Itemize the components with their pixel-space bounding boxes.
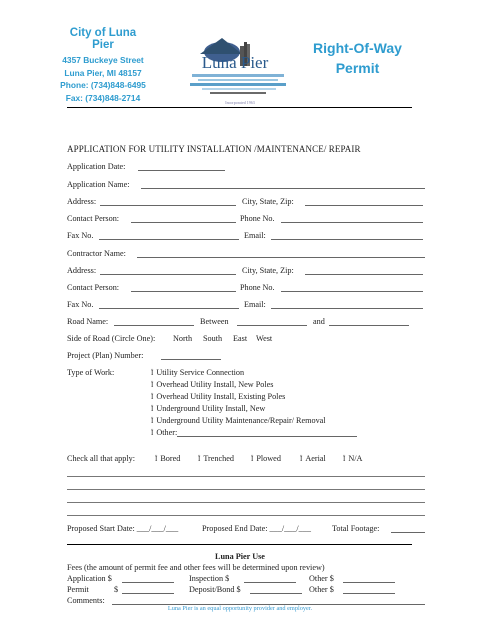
permit-title-line2: Permit xyxy=(335,60,380,76)
contractor-address-label: Address: xyxy=(67,266,97,275)
city-fax: Fax: (734)848-2714 xyxy=(65,92,141,103)
applicant-phone-label: Phone No. xyxy=(240,214,275,223)
check-trenched[interactable]: Ï Trenched xyxy=(198,454,234,463)
applicant-contact-field[interactable] xyxy=(131,222,236,223)
checkbox-icon[interactable]: Ï xyxy=(251,455,254,463)
contractor-contact-field[interactable] xyxy=(131,291,236,292)
city-state-zip: Luna Pier, MI 48157 xyxy=(64,67,142,78)
applicant-fax-field[interactable] xyxy=(99,239,239,240)
check-bored[interactable]: Ï Bored xyxy=(155,454,181,463)
work-option-overhead-new[interactable]: Ï Overhead Utility Install, New Poles xyxy=(151,380,274,389)
applicant-city-state-zip-label: City, State, Zip: xyxy=(242,197,294,206)
permit-title xyxy=(300,38,415,78)
applicant-address-row xyxy=(67,197,427,209)
contractor-address-field[interactable] xyxy=(100,274,236,275)
application-date-label: Application Date: xyxy=(67,162,126,171)
checkbox-icon[interactable]: Ï xyxy=(151,405,154,413)
applicant-address-field[interactable] xyxy=(100,205,236,206)
applicant-contact-label: Contact Person: xyxy=(67,214,120,223)
footer-line-1: Luna Pier is an equal opportunity provider and employer. xyxy=(167,605,313,612)
checkbox-icon[interactable]: Ï xyxy=(151,393,154,401)
footer xyxy=(0,604,480,614)
start-date-field[interactable]: Proposed Start Date: ___/___/___ xyxy=(67,524,179,533)
city-contact-block xyxy=(58,27,148,104)
other-fee-field-2[interactable] xyxy=(343,593,395,594)
permit-fee-field[interactable] xyxy=(122,593,174,594)
contractor-fax-label: Fax No. xyxy=(67,300,94,309)
city-address: 4357 Buckeye Street xyxy=(62,55,144,65)
applicant-city-state-zip-field[interactable] xyxy=(305,205,423,206)
total-footage-field[interactable] xyxy=(391,532,425,533)
other-fee-field[interactable] xyxy=(343,582,395,583)
contractor-address-row xyxy=(67,266,427,278)
contractor-phone-field[interactable] xyxy=(281,291,423,292)
application-date-row xyxy=(67,162,427,174)
checkbox-icon[interactable]: Ï xyxy=(343,455,346,463)
check-all-label: Check all that apply: xyxy=(67,454,135,463)
total-footage-label: Total Footage: xyxy=(332,524,380,533)
notes-line[interactable] xyxy=(67,515,425,516)
inspection-fee-label: Inspection $ xyxy=(189,574,230,583)
contractor-name-field[interactable] xyxy=(137,257,425,258)
fees-row-2: Permit $ Deposit/Bond $ Other $ xyxy=(67,585,427,597)
between-label: Between xyxy=(200,317,229,326)
side-north[interactable]: North xyxy=(173,334,193,343)
project-number-field[interactable] xyxy=(161,359,221,360)
application-fee-label: Application $ xyxy=(67,574,112,583)
application-name-field[interactable] xyxy=(141,188,425,189)
contractor-email-label: Email: xyxy=(244,300,266,309)
contractor-fax-row xyxy=(67,300,427,312)
contractor-email-field[interactable] xyxy=(271,308,423,309)
dates-row xyxy=(67,524,427,536)
fees-note: Fees (the amount of permit fee and other fees will be determined upon review) xyxy=(67,563,325,572)
permit-fee-label: Permit xyxy=(67,585,89,594)
contractor-name-row xyxy=(67,249,427,261)
checkbox-icon[interactable]: Ï xyxy=(151,417,154,425)
application-name-label: Application Name: xyxy=(67,180,130,189)
incorporated-note: Incorporated 1963 xyxy=(225,100,255,105)
project-number-row xyxy=(67,351,427,363)
other-fee-label: Other $ xyxy=(309,574,334,583)
road-name-label: Road Name: xyxy=(67,317,109,326)
side-of-road-row xyxy=(67,334,427,346)
luna-pier-use-title: Luna Pier Use xyxy=(215,552,265,561)
deposit-bond-label: Deposit/Bond $ xyxy=(189,585,241,594)
contractor-city-state-zip-field[interactable] xyxy=(305,274,423,275)
project-number-label: Project (Plan) Number: xyxy=(67,351,144,360)
comments-label: Comments: xyxy=(67,596,105,605)
contractor-contact-row xyxy=(67,283,427,295)
contractor-contact-label: Contact Person: xyxy=(67,283,120,292)
city-phone: Phone: (734)848-6495 xyxy=(60,80,146,90)
inspection-fee-field[interactable] xyxy=(244,582,296,583)
header-divider xyxy=(67,107,412,108)
checkbox-icon[interactable]: Ï xyxy=(198,455,201,463)
applicant-contact-row xyxy=(67,214,427,226)
and-field[interactable] xyxy=(329,325,409,326)
type-of-work-label: Type of Work: xyxy=(67,368,115,377)
between-field[interactable] xyxy=(237,325,307,326)
applicant-address-label: Address: xyxy=(67,197,97,206)
logo-text: Luna Pier xyxy=(201,53,269,72)
application-date-field[interactable] xyxy=(138,170,225,171)
notes-line[interactable] xyxy=(67,502,425,503)
work-other-field[interactable] xyxy=(177,436,357,437)
checkbox-icon[interactable]: Ï xyxy=(155,455,158,463)
checkbox-icon[interactable]: Ï xyxy=(151,381,154,389)
check-all-row xyxy=(67,454,427,466)
other-fee-label-2: Other $ xyxy=(309,585,334,594)
side-of-road-label: Side of Road (Circle One): xyxy=(67,334,156,343)
type-of-work-section xyxy=(67,368,427,444)
work-option-underground-new[interactable]: Ï Underground Utility Install, New xyxy=(151,404,266,413)
contractor-fax-field[interactable] xyxy=(99,308,239,309)
application-name-row xyxy=(67,180,427,192)
side-south[interactable]: South xyxy=(203,334,223,343)
side-east[interactable]: East xyxy=(233,334,248,343)
contractor-name-label: Contractor Name: xyxy=(67,249,126,258)
check-aerial[interactable]: Ï Aerial xyxy=(300,454,326,463)
applicant-email-field[interactable] xyxy=(271,239,423,240)
applicant-phone-field[interactable] xyxy=(281,222,423,223)
contractor-city-state-zip-label: City, State, Zip: xyxy=(242,266,294,275)
and-label: and xyxy=(313,317,325,326)
checkbox-icon[interactable]: Ï xyxy=(151,429,154,437)
applicant-fax-row xyxy=(67,231,427,243)
checkbox-icon[interactable]: Ï xyxy=(300,455,303,463)
permit-title-line1: Right-Of-Way xyxy=(313,40,402,56)
work-option-underground-maintenance[interactable]: Ï Underground Utility Maintenance/Repair/ Removal xyxy=(151,416,326,425)
work-option-other[interactable]: Ï Other: xyxy=(151,428,178,437)
work-option-service-connection[interactable]: Ï Utility Service Connection xyxy=(151,368,245,377)
application-fee-field[interactable] xyxy=(122,582,174,583)
applicant-fax-label: Fax No. xyxy=(67,231,94,240)
city-name: City of Luna Pier xyxy=(69,27,137,51)
work-option-overhead-existing[interactable]: Ï Overhead Utility Install, Existing Poles xyxy=(151,392,286,401)
check-plowed[interactable]: Ï Plowed xyxy=(251,454,281,463)
road-name-row xyxy=(67,317,427,329)
check-na[interactable]: Ï N/A xyxy=(343,454,363,463)
luna-pier-logo xyxy=(180,30,295,102)
notes-line[interactable] xyxy=(67,476,425,477)
section-divider xyxy=(67,544,412,545)
contractor-phone-label: Phone No. xyxy=(240,283,275,292)
notes-line[interactable] xyxy=(67,489,425,490)
checkbox-icon[interactable]: Ï xyxy=(151,369,154,377)
side-west[interactable]: West xyxy=(256,334,273,343)
road-name-field[interactable] xyxy=(114,325,194,326)
applicant-email-label: Email: xyxy=(244,231,266,240)
end-date-field[interactable]: Proposed End Date: ___/___/___ xyxy=(202,524,311,533)
deposit-bond-field[interactable] xyxy=(250,593,302,594)
form-heading: APPLICATION FOR UTILITY INSTALLATION /MAINTENANCE/ REPAIR xyxy=(67,144,361,154)
